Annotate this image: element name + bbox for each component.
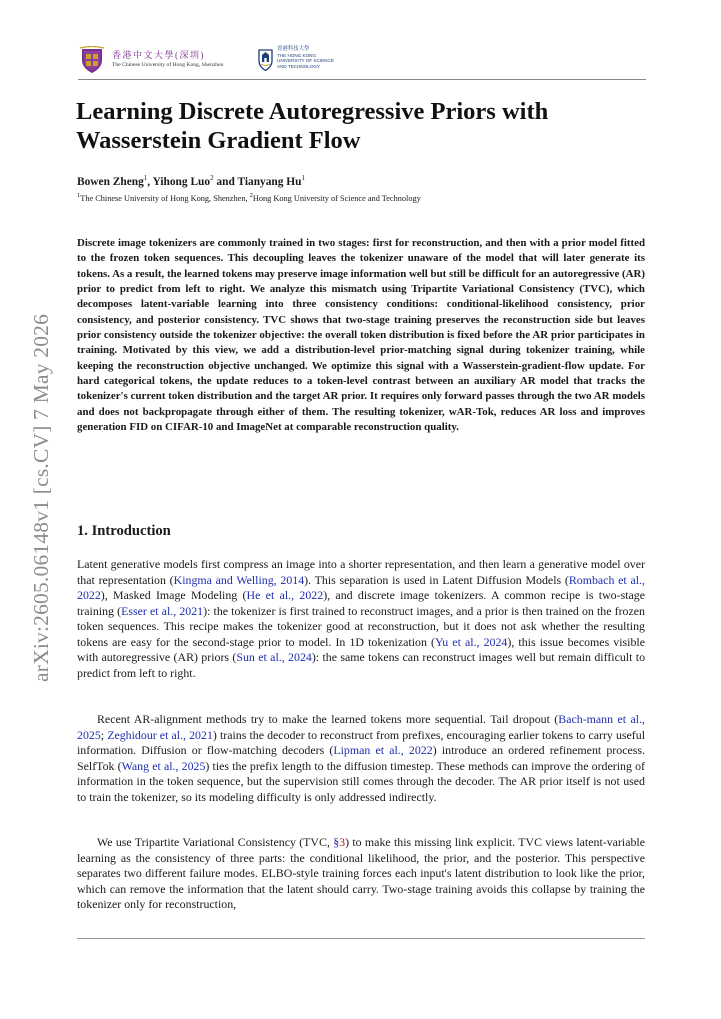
affiliation-mark: 2 <box>249 192 253 200</box>
hkust-name-line-3: AND TECHNOLOGY <box>277 63 321 69</box>
affiliation-list <box>77 193 421 204</box>
intro-paragraph-3 <box>77 835 645 913</box>
cuhk-wordmark <box>112 50 223 70</box>
paragraph-text: ; <box>100 727 108 742</box>
paragraph-text: ), and discrete image tokenizers. A common recipe is two-stage training ( <box>77 588 645 618</box>
intro-paragraph-2 <box>77 712 645 805</box>
intro-paragraph-1 <box>77 557 645 681</box>
paragraph-text: ) introduce an ordered refinement process. SelfTok ( <box>77 743 645 773</box>
author-affiliation-mark: 1 <box>143 174 148 183</box>
hkust-shield-icon <box>258 49 273 71</box>
author-name: Bowen Zheng <box>77 176 144 188</box>
arxiv-identifier-stamp[interactable]: arXiv:2605.06148v1 [cs.CV] 7 May 2026 <box>29 313 53 682</box>
affiliation-mark: 1 <box>77 192 81 200</box>
paragraph-text: ): the same tokens can reconstruct images well but remain difficult to predict from left to right. <box>77 650 646 680</box>
hkust-wordmark <box>277 47 334 69</box>
paper-title: Learning Discrete Autoregressive Priors with Wasserstein Gradient Flow <box>76 98 549 154</box>
hkust-name-line-2: UNIVERSITY OF SCIENCE <box>277 58 334 64</box>
citation-link[interactable]: Kingma and Welling, 2014 <box>173 572 305 587</box>
cuhk-crest-icon <box>78 46 106 74</box>
paragraph-text: Recent AR-alignment methods try to make the learned tokens more sequential. Tail dropout ( <box>97 712 559 726</box>
hkust-name-chinese: 香港科技大學 <box>277 46 310 52</box>
paragraph-text: ), Masked Image Modeling ( <box>100 588 247 603</box>
affiliation-name: Hong Kong University of Science and Technology <box>252 194 421 203</box>
citation-link[interactable]: Rombach et al., 2022 <box>77 572 645 603</box>
citation-link[interactable]: Bach-mann et al., 2025 <box>77 712 645 742</box>
paragraph-text: Latent generative models first compress an image into a shorter representation, and then learn a generative model over that representation ( <box>77 557 645 587</box>
paragraph-text: ) to make this missing link explicit. TVC views latent-variable learning as the consistency of three parts: the conditional likelihood, the prior, and the posterior. This perspective separates two different failure modes. ELBO-style training forces each input's latent distribution to look like the prior, which can remove the information that the latent should carry. Two-stage training avoids this collapse by training the tokenizer only for reconstruction, <box>77 835 645 912</box>
paragraph-text: We use Tripartite Variational Consistency (TVC, <box>97 835 334 849</box>
hkust-name-line-1: THE HONG KONG <box>277 52 317 58</box>
author-affiliation-mark: 2 <box>210 174 214 183</box>
abstract-text: Discrete image tokenizers are commonly trained in two stages: first for reconstruction, and then with a prior model fitted to the frozen token sequences. This decoupling leaves the tokenizer unaware of the model that will later generate its tokens. As a result, the learned tokens may preserve image information well but still be difficult for an autoregressive (AR) prior to predict from left to right. We analyze this mismatch using Tripartite Variational Consistency (TVC), which decomposes latent-variable learning into three consistency conditions: conditional-likelihood consistency, prior consistency, and posterior consistency. TVC shows that two-stage training preserves the reconstruction side but leaves prior consistency outside the tokenizer objective: the overall token distribution is fixed before the AR prior participates in training. Motivated by this view, we add a distribution-level prior-matching signal during tokenizer training, while keeping the reconstruction objective unchanged. We optimize this signal with a Wasserstein-gradient-flow update. For hard categorical tokens, the update reduces to a token-level contrast between an auxiliary AR model that tracks the tokenizer's current token distribution and the target AR prior. It requires only forward passes through the two AR models and does not backpropagate through either of them. The resulting tokenizer, wAR-Tok, reduces AR loss and improves generation FID on CIFAR-10 and ImageNet at comparable reconstruction quality. <box>77 237 645 434</box>
citation-link[interactable]: Lipman et al., 2022 <box>333 743 433 758</box>
author-separator: and <box>213 176 238 188</box>
section-heading-introduction: 1. Introduction <box>77 523 171 539</box>
affiliation-name: The Chinese University of Hong Kong, Shenzhen, <box>80 194 250 203</box>
section-reference-link[interactable]: 3 <box>339 835 346 849</box>
paragraph-text: ) trains the decoder to reconstruct from prefixes, encouraging earlier tokens to carry useful information. Diffusion or flow-matching decoders ( <box>77 727 645 758</box>
citation-link[interactable]: Zeghidour et al., 2021 <box>107 727 213 742</box>
citation-link[interactable]: He et al., 2022 <box>246 588 324 603</box>
citation-link[interactable]: § <box>333 835 340 849</box>
author-affiliation-mark: 1 <box>301 174 305 183</box>
citation-link[interactable]: Esser et al., 2021 <box>121 603 204 618</box>
citation-link[interactable]: Wang et al., 2025 <box>121 758 206 773</box>
author-name: Tianyang Hu <box>237 176 302 188</box>
cuhk-name-english: The Chinese University of Hong Kong, Shenzhen <box>112 62 224 68</box>
author-name: Yihong Luo <box>152 176 211 188</box>
paragraph-text: ): the tokenizer is first trained to reconstruct images, and a prior is then trained on the frozen token sequences. This recipe makes the tokenizer good at reconstruction, but it does not ask whether the resulting tokens are easy for the second-stage prior to model. In 1D tokenization ( <box>77 603 645 649</box>
institution-header <box>78 42 646 78</box>
paragraph-text: ). This separation is used in Latent Diffusion Models ( <box>304 572 569 587</box>
page-bottom-divider <box>77 938 645 939</box>
author-list <box>77 175 305 189</box>
citation-link[interactable]: Yu et al., 2024 <box>434 634 508 649</box>
author-separator: , <box>147 176 153 188</box>
header-divider <box>78 79 646 80</box>
cuhk-name-chinese: 香港中文大學(深圳) <box>112 50 205 60</box>
citation-link[interactable]: Sun et al., 2024 <box>236 650 312 665</box>
paragraph-text: ) ties the prefix length to the diffusion timestep. These methods can improve the ordering of information in the token sequence, but the supervision still comes through the decoder. The AR prior itself is not used to train the tokenizer, so its modeling difficulty is only addressed indirectly. <box>77 758 645 804</box>
paragraph-text: ), this issue becomes visible with autoregressive (AR) priors ( <box>77 634 646 665</box>
